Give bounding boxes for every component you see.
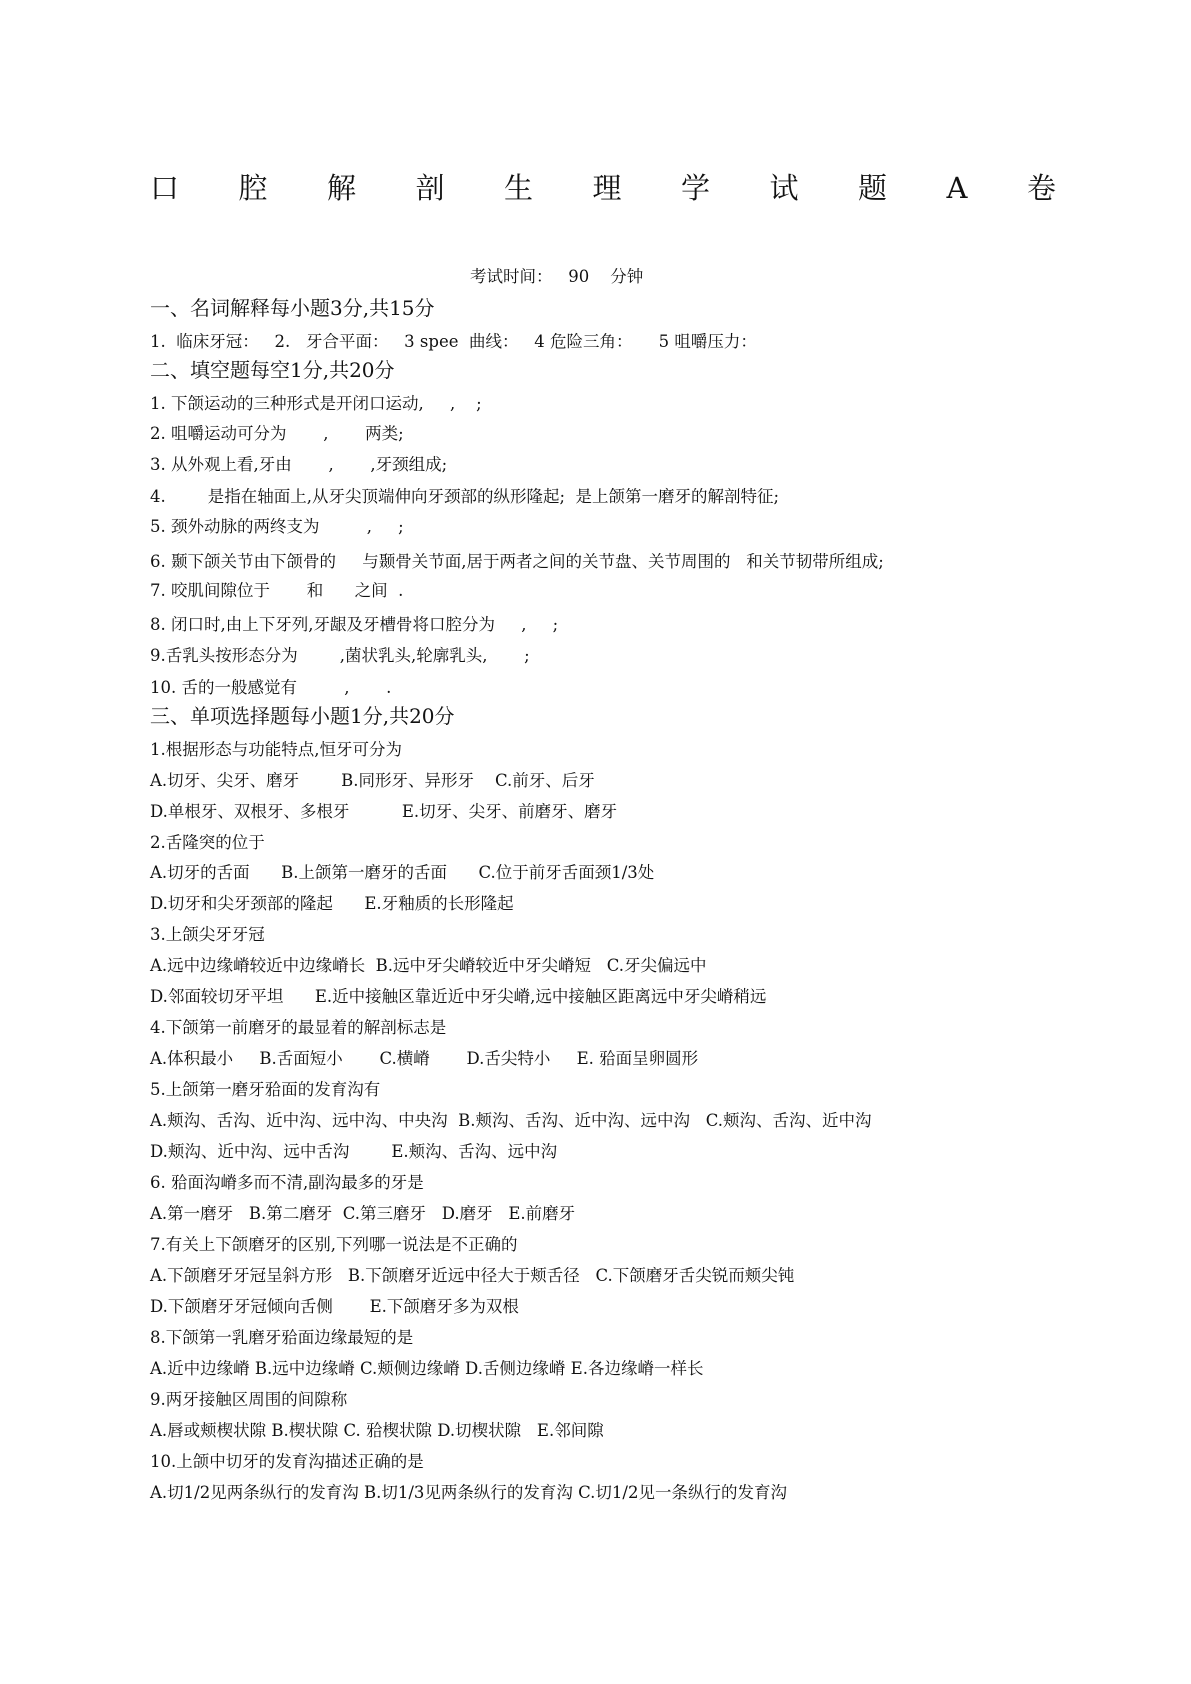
section-heading: 一、名词解释每小题3分,共15分 bbox=[150, 296, 435, 320]
question-line: 10. 舌的一般感觉有 , . bbox=[150, 678, 392, 697]
question-line: 3. 从外观上看,牙由 , ,牙颈组成; bbox=[150, 455, 448, 474]
question-line: A.下颌磨牙牙冠呈斜方形 B.下颌磨牙近远中径大于颊舌径 C.下颌磨牙舌尖锐而颊尖钝 bbox=[150, 1266, 795, 1285]
question-line: 4. 是指在轴面上,从牙尖顶端伸向牙颈部的纵形隆起; 是上颌第一磨牙的解剖特征; bbox=[150, 487, 780, 506]
question-line: 5. 颈外动脉的两终支为 , ; bbox=[150, 517, 404, 536]
question-line: A.体积最小 B.舌面短小 C.横嵴 D.舌尖特小 E. 𬌗面呈卵圆形 bbox=[150, 1049, 699, 1068]
question-line: A.切牙的舌面 B.上颌第一磨牙的舌面 C.位于前牙舌面颈1/3处 bbox=[150, 863, 655, 882]
question-line: 5.上颌第一磨牙𬌗面的发育沟有 bbox=[150, 1080, 381, 1099]
title-char: 理 bbox=[592, 171, 622, 205]
question-line: 1. 下颌运动的三种形式是开闭口运动, , ; bbox=[150, 394, 482, 413]
title-char: 试 bbox=[769, 171, 799, 205]
question-line: 6. 颞下颌关节由下颌骨的 与颞骨关节面,居于两者之间的关节盘、关节周围的 和关节韧带所组成; bbox=[150, 552, 884, 571]
title-char: 腔 bbox=[238, 171, 268, 205]
question-line: 1. 临床牙冠： 2. 牙合平面： 3 spee 曲线： 4 危险三角： 5 咀嚼压力： bbox=[150, 332, 757, 351]
question-line: 4.下颌第一前磨牙的最显着的解剖标志是 bbox=[150, 1018, 447, 1037]
title-char: 卷 bbox=[1026, 171, 1056, 205]
question-line: D.邻面较切牙平坦 E.近中接触区靠近近中牙尖嵴,远中接触区距离远中牙尖嵴稍远 bbox=[150, 987, 767, 1006]
question-line: A.切1/2见两条纵行的发育沟 B.切1/3见两条纵行的发育沟 C.切1/2见一条纵行的发育沟 bbox=[150, 1483, 787, 1502]
question-line: 9.两牙接触区周围的间隙称 bbox=[150, 1390, 348, 1409]
question-line: D.单根牙、双根牙、多根牙 E.切牙、尖牙、前磨牙、磨牙 bbox=[150, 802, 618, 821]
title-char: 学 bbox=[681, 171, 711, 205]
question-line: 6. 𬌗面沟嵴多而不清,副沟最多的牙是 bbox=[150, 1173, 424, 1192]
question-line: A.颊沟、舌沟、近中沟、远中沟、中央沟 B.颊沟、舌沟、近中沟、远中沟 C.颊沟、舌沟、近中沟 bbox=[150, 1111, 872, 1130]
question-line: A.唇或颊楔状隙 B.楔状隙 C. 𬌗楔状隙 D.切楔状隙 E.邻间隙 bbox=[150, 1421, 604, 1440]
question-line: D.颊沟、近中沟、远中舌沟 E.颊沟、舌沟、远中沟 bbox=[150, 1142, 558, 1161]
question-line: 8.下颌第一乳磨牙𬌗面边缘最短的是 bbox=[150, 1328, 414, 1347]
section-heading: 二、填空题每空1分,共20分 bbox=[150, 358, 395, 382]
question-line: A.近中边缘嵴 B.远中边缘嵴 C.颊侧边缘嵴 D.舌侧边缘嵴 E.各边缘嵴一样长 bbox=[150, 1359, 704, 1378]
exam-time: 考试时间： 90 分钟 bbox=[470, 267, 644, 286]
question-line: 2. 咀嚼运动可分为 , 两类; bbox=[150, 424, 404, 443]
question-line: 10.上颌中切牙的发育沟描述正确的是 bbox=[150, 1452, 424, 1471]
question-line: 9.舌乳头按形态分为 ,菌状乳头,轮廓乳头, ; bbox=[150, 646, 530, 665]
title-char: 题 bbox=[858, 171, 888, 205]
title-char: 生 bbox=[504, 171, 534, 205]
question-line: 7.有关上下颌磨牙的区别,下列哪一说法是不正确的 bbox=[150, 1235, 518, 1254]
question-line: 8. 闭口时,由上下牙列,牙龈及牙槽骨将口腔分为 , ; bbox=[150, 615, 559, 634]
question-line: 1.根据形态与功能特点,恒牙可分为 bbox=[150, 740, 402, 759]
question-line: 2.舌隆突的位于 bbox=[150, 833, 265, 852]
title-char: 口 bbox=[150, 171, 180, 205]
question-line: D.下颌磨牙牙冠倾向舌侧 E.下颌磨牙多为双根 bbox=[150, 1297, 519, 1316]
title-char: 解 bbox=[327, 171, 357, 205]
title-char: 剖 bbox=[415, 171, 445, 205]
question-line: D.切牙和尖牙颈部的隆起 E.牙釉质的长形隆起 bbox=[150, 894, 514, 913]
question-line: A.远中边缘嵴较近中边缘嵴长 B.远中牙尖嵴较近中牙尖嵴短 C.牙尖偏远中 bbox=[150, 956, 707, 975]
question-line: A.切牙、尖牙、磨牙 B.同形牙、异形牙 C.前牙、后牙 bbox=[150, 771, 595, 790]
question-line: 7. 咬肌间隙位于 和 之间 . bbox=[150, 581, 404, 600]
question-line: 3.上颌尖牙牙冠 bbox=[150, 925, 265, 944]
title-char: A bbox=[946, 171, 968, 205]
question-line: A.第一磨牙 B.第二磨牙 C.第三磨牙 D.磨牙 E.前磨牙 bbox=[150, 1204, 576, 1223]
section-heading: 三、单项选择题每小题1分,共20分 bbox=[150, 704, 455, 728]
exam-title bbox=[150, 168, 1056, 208]
